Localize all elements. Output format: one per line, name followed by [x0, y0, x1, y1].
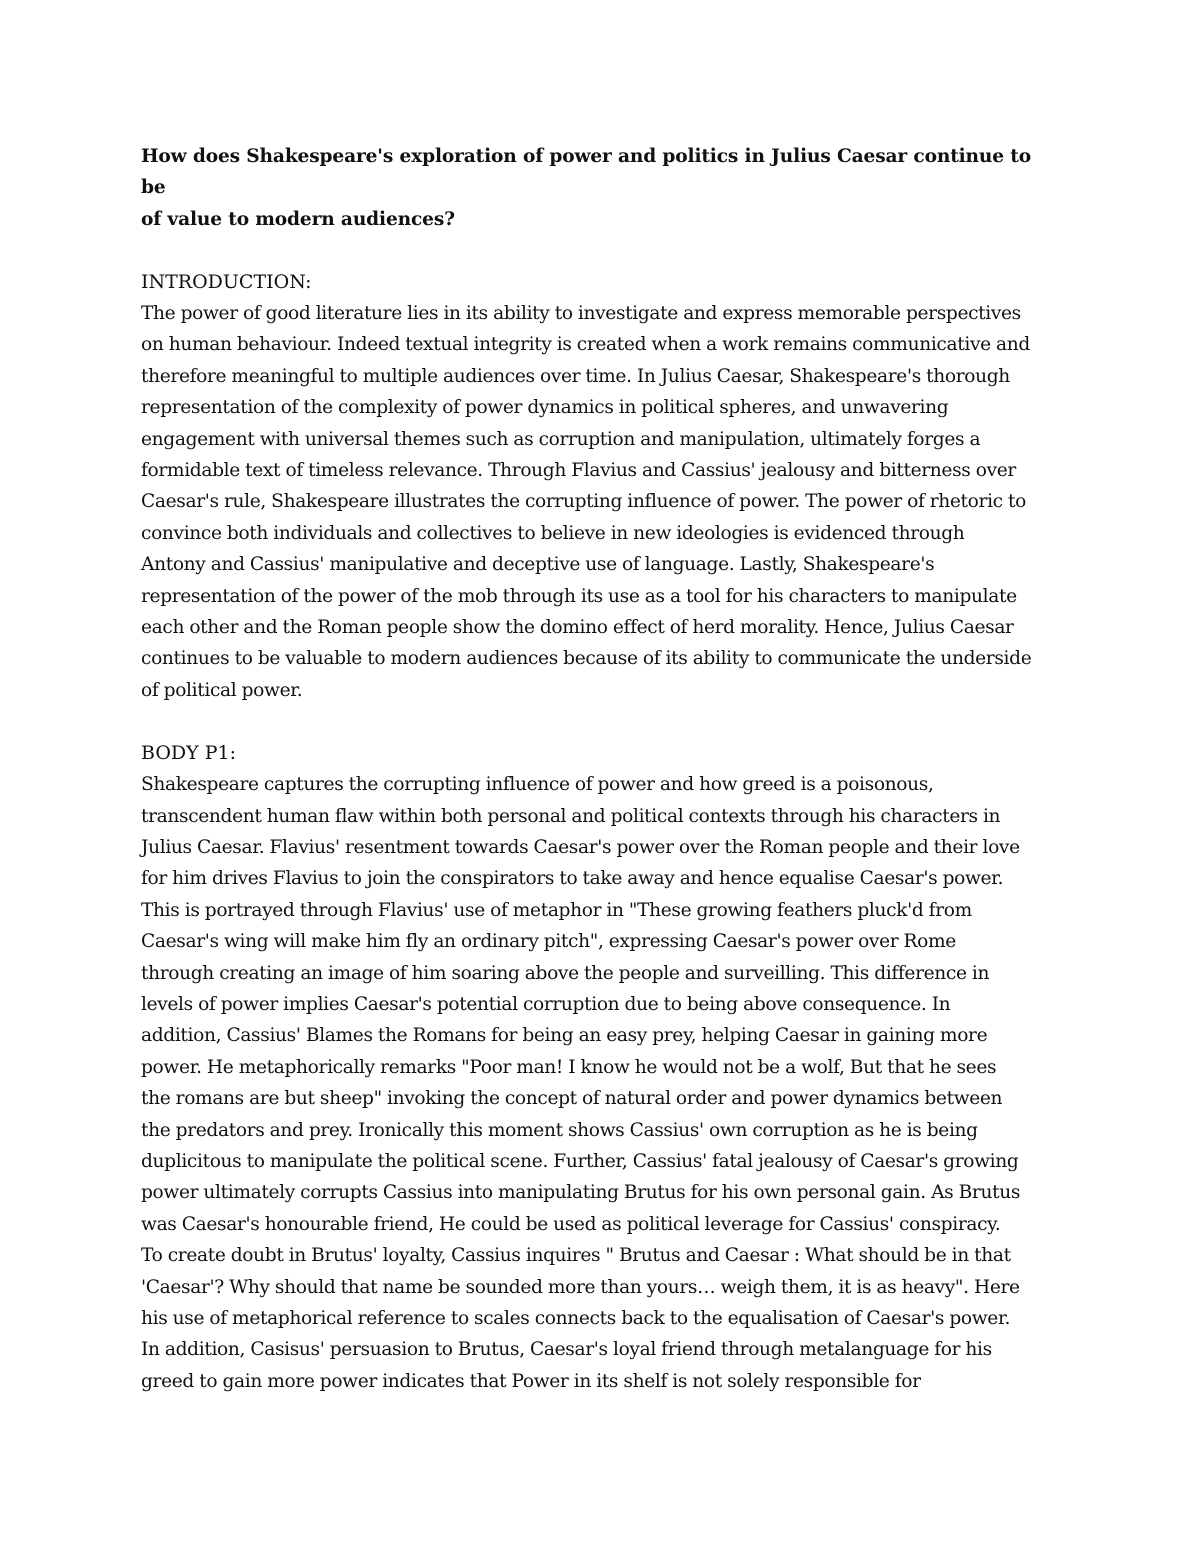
- text-line: power ultimately corrupts Cassius into manipulating Brutus for his own personal gain. As Brutus: [141, 1182, 1021, 1204]
- essay-title: [141, 141, 1061, 235]
- text-line: To create doubt in Brutus' loyalty, Cassius inquires " Brutus and Caesar : What should be in that: [141, 1245, 1011, 1267]
- text-line: convince both individuals and collectives to believe in new ideologies is evidenced through: [141, 522, 965, 544]
- blank-line: [141, 706, 1061, 737]
- text-line: representation of the power of the mob through its use as a tool for his characters to manipulate: [141, 585, 1017, 607]
- text-line: Shakespeare captures the corrupting influence of power and how greed is a poisonous,: [141, 774, 934, 796]
- text-line: duplicitous to manipulate the political scene. Further, Cassius' fatal jealousy of Caesar's growing: [141, 1150, 1019, 1172]
- text-line: on human behaviour. Indeed textual integrity is created when a work remains communicative and: [141, 334, 1030, 356]
- text-line: addition, Cassius' Blames the Romans for being an easy prey, helping Caesar in gaining more: [141, 1025, 988, 1047]
- text-line: In addition, Casisus' persuasion to Brutus, Caesar's loyal friend through metalanguage for his: [141, 1339, 992, 1361]
- text-line: formidable text of timeless relevance. Through Flavius and Cassius' jealousy and bitterness over: [141, 460, 1016, 482]
- section-heading-body-p1: BODY P1:: [141, 741, 236, 764]
- text-line: Julius Caesar. Flavius' resentment towards Caesar's power over the Roman people and their love: [141, 836, 1020, 858]
- text-line: his use of metaphorical reference to scales connects back to the equalisation of Caesar's power.: [141, 1308, 1010, 1329]
- text-line: for him drives Flavius to join the conspirators to take away and hence equalise Caesar's power.: [141, 868, 1004, 890]
- section-heading-introduction: INTRODUCTION:: [141, 270, 312, 293]
- text-line: the romans are but sheep" invoking the concept of natural order and power dynamics between: [141, 1088, 1003, 1110]
- text-line: greed to gain more power indicates that Power in its shelf is not solely responsible for: [141, 1370, 921, 1392]
- text-line: through creating an image of him soaring above the people and surveilling. This difference in: [141, 962, 990, 984]
- text-line: The power of good literature lies in its ability to investigate and express memorable perspectives: [141, 303, 1021, 325]
- body-p1-section: [141, 738, 1061, 1398]
- text-line: Caesar's wing will make him fly an ordinary pitch", expressing Caesar's power over Rome: [141, 931, 956, 953]
- title-line: How does Shakespeare's exploration of power and politics in Julius Caesar continue to be: [141, 146, 1031, 199]
- text-line: 'Caesar'? Why should that name be sounded more than yours… weigh them, it is as heavy". Here: [141, 1276, 1020, 1298]
- text-line: power. He metaphorically remarks "Poor man! I know he would not be a wolf, But that he sees: [141, 1056, 997, 1078]
- text-line: This is portrayed through Flavius' use of metaphor in "These growing feathers pluck'd from: [141, 899, 972, 921]
- blank-line: [141, 235, 1061, 266]
- text-line: of political power.: [141, 679, 303, 701]
- text-line: therefore meaningful to multiple audiences over time. In Julius Caesar, Shakespeare's thorough: [141, 365, 1010, 387]
- title-line: of value to modern audiences?: [141, 208, 455, 230]
- text-line: the predators and prey. Ironically this moment shows Cassius' own corruption as he is being: [141, 1119, 978, 1141]
- text-line: Antony and Cassius' manipulative and deceptive use of language. Lastly, Shakespeare's: [141, 554, 935, 576]
- text-line: was Caesar's honourable friend, He could be used as political leverage for Cassius' conspiracy.: [141, 1213, 1001, 1235]
- text-line: levels of power implies Caesar's potential corruption due to being above consequence. In: [141, 993, 951, 1015]
- text-line: Caesar's rule, Shakespeare illustrates the corrupting influence of power. The power of rhetoric to: [141, 491, 1026, 513]
- document-body: [141, 141, 1061, 1397]
- text-line: transcendent human flaw within both personal and political contexts through his characters in: [141, 805, 1001, 827]
- text-line: engagement with universal themes such as corruption and manipulation, ultimately forges a: [141, 428, 981, 450]
- text-line: each other and the Roman people show the domino effect of herd morality. Hence, Julius Caesar: [141, 617, 1014, 639]
- text-line: continues to be valuable to modern audiences because of its ability to communicate the underside: [141, 648, 1032, 670]
- introduction-section: [141, 267, 1061, 707]
- text-line: representation of the complexity of power dynamics in political spheres, and unwavering: [141, 397, 949, 419]
